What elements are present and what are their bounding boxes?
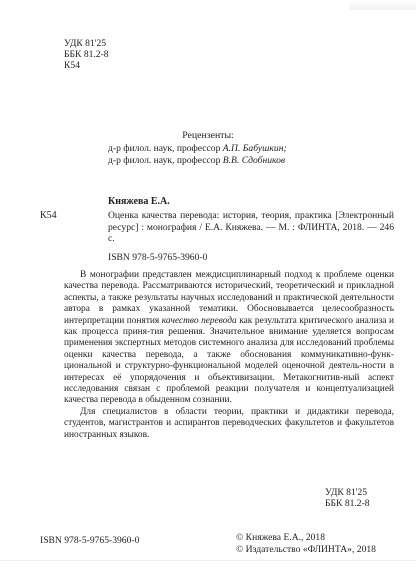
author-heading: Княжева Е.А. (108, 196, 170, 207)
classification-block (64, 38, 109, 71)
reviewers-title: Рецензенты: (182, 130, 234, 141)
copyright-publisher: © Издательство «ФЛИНТА», 2018 (236, 544, 376, 555)
copyright-author: © Княжева Е.А., 2018 (236, 532, 326, 543)
reviewers-list (108, 143, 287, 166)
bibliographic-description: Оценка качества перевода: история, теория, практика [Электронный ресурс] : монография / Е.А. Княжева. — М. : ФЛИНТА, 2018. — 246 с. (108, 210, 394, 245)
footer-isbn: ISBN 978-5-9765-3960-0 (40, 535, 140, 546)
footer-classification (325, 487, 370, 509)
author-mark: К54 (64, 60, 80, 71)
footer-udc-code: УДК 81'25 (325, 487, 368, 498)
udc-code: УДК 81'25 (64, 38, 107, 49)
bbk-code: ББК 81.2-8 (64, 49, 109, 60)
reviewer-degree: д-р филол. наук, профессор (108, 143, 223, 154)
abstract (64, 270, 394, 441)
abstract-text: В монографии представлен междисциплинарный подход к проблеме оценки качества перевода. Рассматриваются исторический, теоретический и прикладной аспекты, а также результаты научных исследований и практической деятельности автора в рамках указанной тематики. Обосновывается целесообразность интерпретации понятия (64, 270, 394, 326)
abstract-paragraph: Для специалистов в области теории, практики и дидактики перевода, студентов, магистрантов и аспирантов переводческих факультетов и факультетов иностранных языков. (64, 406, 394, 440)
reviewer-line (108, 155, 287, 167)
page-fold-shadow (350, 0, 416, 10)
abstract-text: как результата критического анализа и как процесса приня-тия решения. Значительное внимание уделяется вопросам применения экспертных методов системного анализа для исследований проблемы оценки качества перевода, а также обоснования коммуникативно-функ-циональной и структурно-функциональной моделей оценочной деятель-ности в интересах её упорядочения и объективизации. Метакогнитив-ный аспект исследования связан с проблемой реакции получателя и концептуализацией качества перевода в обыденном сознании. (64, 315, 394, 406)
page-bottom-edge (0, 560, 416, 561)
reviewer-name: В.В. Сдобников (222, 154, 286, 166)
reviewer-degree: д-р филол. наук, профессор (108, 154, 223, 166)
isbn: ISBN 978-5-9765-3960-0 (108, 252, 208, 263)
footer-bbk-code: ББК 81.2-8 (325, 498, 370, 509)
reviewer-name: А.П. Бабушкин; (222, 143, 287, 154)
abstract-term: качество перевода (161, 315, 237, 326)
copyright-block (236, 532, 376, 556)
abstract-paragraph (64, 270, 394, 407)
reviewer-line (108, 143, 287, 155)
author-mark-side: К54 (40, 210, 57, 221)
